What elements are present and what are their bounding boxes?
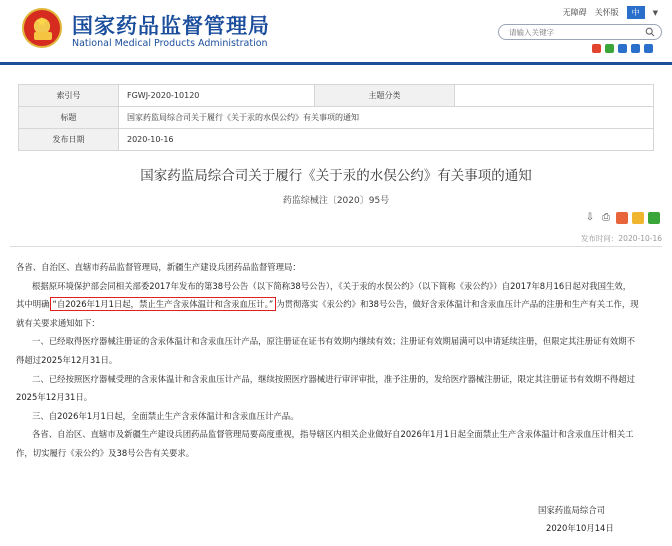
paragraph-line: 二、已经按照医疗器械受理的含汞体温计和含汞血压计产品，继续按照医疗器械进行审评审批，准予注册的，发给医疗器械注册证，限定其注册证书有效期不得超过 [32,373,635,384]
share-qzone-icon[interactable] [632,212,644,224]
paragraph-text: 其中明确 [16,299,50,310]
header-divider [0,62,672,65]
chevron-down-icon[interactable]: ▼ [652,8,658,17]
national-emblem-logo [22,8,62,48]
signature-org: 国家药监局综合司 [538,505,605,515]
wechat-icon[interactable] [605,44,614,53]
weibo-icon[interactable] [592,44,601,53]
document-info-table [18,84,654,151]
highlighted-quote: “自2026年1月1日起，禁止生产含汞体温计和含汞血压计。” [50,297,277,311]
index-label: 索引号 [19,85,119,107]
article-title: 国家药监局综合司关于履行《关于汞的水俣公约》有关事项的通知 [140,168,532,184]
publish-time: 发布时间：2020-10-16 [580,234,662,243]
paragraph-line: 一、已经取得医疗器械注册证的含汞体温计和含汞血压计产品，原注册证在证书有效期内继续有效；注册证有效期届满可以申请延续注册，但限定其注册证有效期不 [32,336,635,347]
search-input[interactable] [509,27,639,38]
category-label: 主题分类 [315,85,455,107]
paragraph-line: 得超过2025年12月31日。 [16,355,118,365]
social-links [592,44,653,53]
paragraph-text: 为贯彻落实《汞公约》和38号公告，做好含汞体温计和含汞血压计产品的注册和生产有关工作，现 [276,299,639,310]
star-icon: ★ [36,15,48,30]
table-row [19,107,654,129]
paragraph-line: 就有关要求通知如下： [16,317,100,328]
share-wechat-icon[interactable] [648,212,660,224]
site-name-cn[interactable]: 国家药品监督管理局 [72,14,270,38]
date-label: 发布日期 [19,129,119,151]
date-value: 2020-10-16 [119,129,654,151]
paragraph-line: 作，切实履行《汞公约》及38号公告有关要求。 [16,448,195,458]
site-header [0,0,672,62]
user-icon[interactable] [644,44,653,53]
mail-icon[interactable] [631,44,640,53]
title-value: 国家药监局综合司关于履行《关于汞的水俣公约》有关事项的通知 [119,107,654,129]
print-icon[interactable]: ⎙ [602,212,610,223]
paragraph-line: 各省、自治区、直辖市及新疆生产建设兵团药品监督管理局要高度重视，指导辖区内相关企业做好自2026年1月1日起全面禁止生产含汞体温计和含汞血压计相关工 [32,429,634,440]
search-box[interactable] [498,24,662,40]
mobile-icon[interactable] [618,44,627,53]
top-links [563,6,658,19]
download-icon[interactable]: ⇩ [585,212,595,223]
salutation: 各省、自治区、直辖市药品监督管理局，新疆生产建设兵团药品监督管理局： [16,262,301,272]
paragraph-line [16,295,658,314]
paragraph-line: 三、自2026年1月1日起，全面禁止生产含汞体温计和含汞血压计产品。 [32,410,299,421]
document-number: 药监综械注〔2020〕95号 [282,196,390,206]
article-tools [584,212,660,224]
category-value [455,85,654,107]
search-icon[interactable] [645,27,655,37]
index-value: FGWJ-2020-10120 [119,85,315,107]
share-weibo-icon[interactable] [616,212,628,224]
care-mode-link[interactable]: 关怀版 [594,8,619,17]
title-label: 标题 [19,107,119,129]
site-name-en: National Medical Products Administration [72,38,268,49]
paragraph-line: 2025年12月31日。 [16,392,93,403]
language-button[interactable]: 中 [627,6,645,19]
accessibility-link[interactable]: 无障碍 [562,8,587,17]
signature-date: 2020年10月14日 [546,523,614,533]
table-row [19,129,654,151]
gate-icon [34,32,52,40]
table-row [19,85,654,107]
paragraph-line: 根据原环境保护部会同相关部委2017年发布的第38号公告（以下简称38号公告），《关于汞的水俣公约》（以下简称《汞公约》）自2017年8月16日起对我国生效， [32,280,632,291]
content-divider [10,246,662,247]
